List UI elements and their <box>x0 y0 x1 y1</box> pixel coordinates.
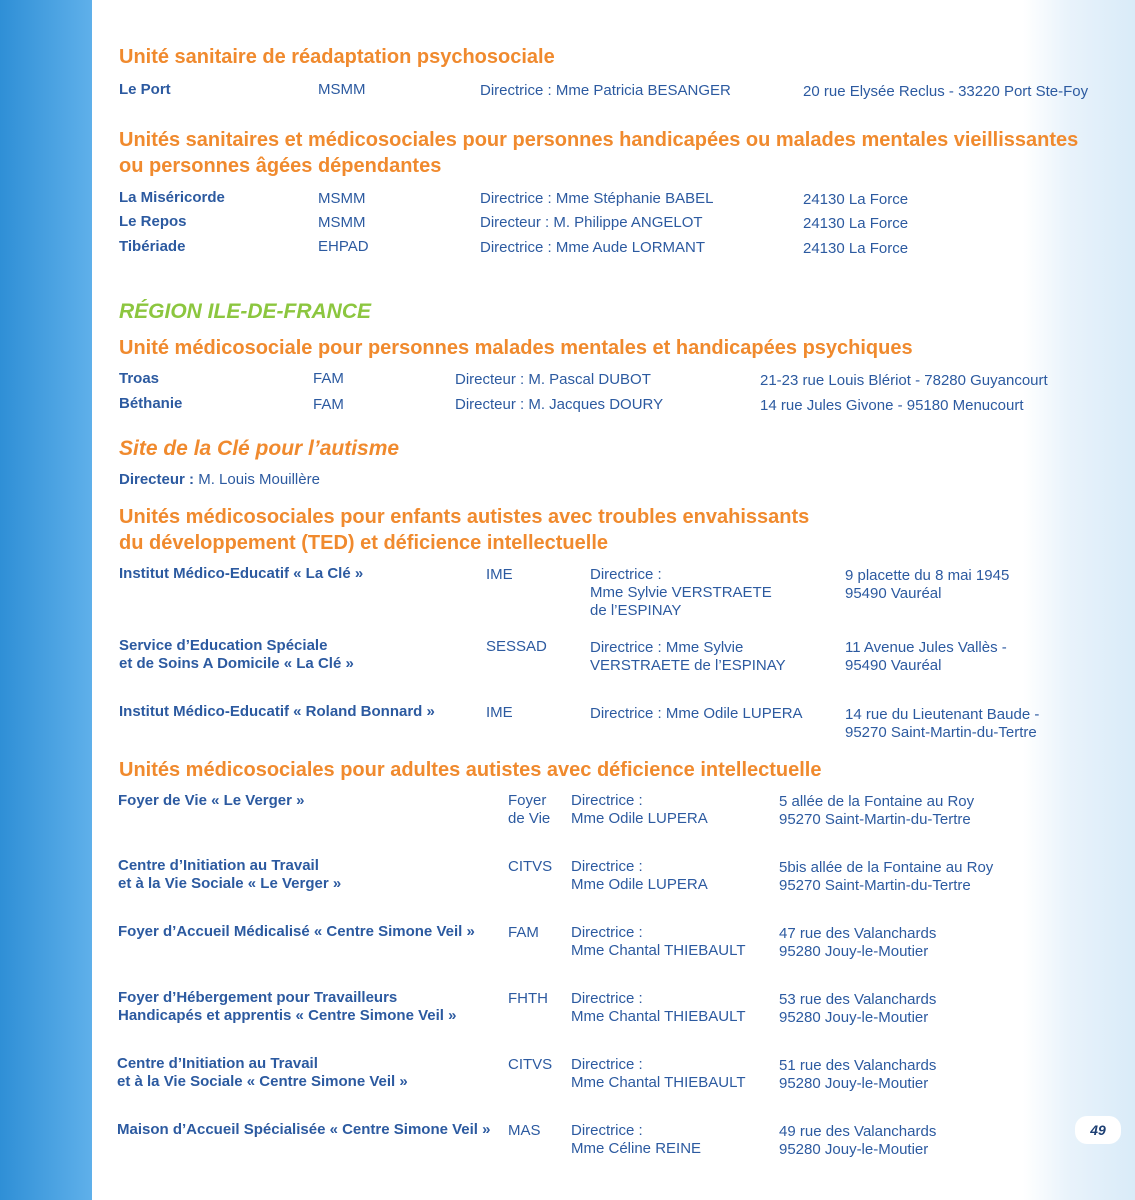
section-heading: Unités sanitaires et médicosociales pour personnes handicapées ou malades mentales vieillissantes <box>119 129 1079 151</box>
section-heading: Unités médicosociales pour enfants autistes avec troubles envahissants <box>119 506 810 528</box>
facility-director: de l’ESPINAY <box>590 602 682 619</box>
facility-director: Mme Chantal THIEBAULT <box>571 942 746 959</box>
facility-type: SESSAD <box>486 638 547 655</box>
facility-name: La Miséricorde <box>119 189 225 206</box>
section-heading: Unités médicosociales pour adultes autistes avec déficience intellectuelle <box>119 759 822 781</box>
facility-address: 51 rue des Valanchards <box>779 1057 937 1074</box>
section-heading: du développement (TED) et déficience intellectuelle <box>119 532 608 554</box>
facility-address: 95280 Jouy-le-Moutier <box>779 943 929 960</box>
facility-director: Mme Odile LUPERA <box>571 876 708 893</box>
facility-address: 95270 Saint-Martin-du-Tertre <box>779 811 971 828</box>
facility-director: Mme Céline REINE <box>571 1140 702 1157</box>
facility-type: FAM <box>313 370 344 387</box>
facility-address: 5bis allée de la Fontaine au Roy <box>779 859 994 876</box>
facility-type: EHPAD <box>318 238 369 255</box>
facility-type: FAM <box>313 396 344 413</box>
page-number: 49 <box>1075 1116 1121 1144</box>
site-director-name: M. Louis Mouillère <box>198 471 320 488</box>
facility-name: Foyer d’Accueil Médicalisé « Centre Simone Veil » <box>118 923 475 940</box>
facility-director: Directrice : <box>571 858 643 875</box>
section-heading: Unité sanitaire de réadaptation psychosociale <box>119 46 555 68</box>
facility-name: Foyer de Vie « Le Verger » <box>118 792 305 809</box>
facility-address: 11 Avenue Jules Vallès - <box>845 639 1007 656</box>
facility-address: 49 rue des Valanchards <box>779 1123 937 1140</box>
section-heading: Unité médicosociale pour personnes malades mentales et handicapées psychiques <box>119 337 913 359</box>
facility-address: 95490 Vauréal <box>845 657 942 674</box>
facility-address: 95280 Jouy-le-Moutier <box>779 1009 929 1026</box>
facility-address: 95490 Vauréal <box>845 585 942 602</box>
facility-name: Troas <box>119 370 160 387</box>
facility-type: IME <box>486 566 513 583</box>
facility-type: Foyer <box>508 792 547 809</box>
facility-type: MSMM <box>318 190 366 207</box>
facility-name: Centre d’Initiation au Travail <box>117 1055 318 1072</box>
facility-name: Le Repos <box>119 213 187 230</box>
facility-director: Directeur : M. Jacques DOURY <box>455 396 664 413</box>
facility-address: 95270 Saint-Martin-du-Tertre <box>845 724 1037 741</box>
region-title: RÉGION ILE-DE-FRANCE <box>119 300 371 323</box>
facility-director: Directrice : Mme Sylvie <box>590 639 744 656</box>
facility-address: 47 rue des Valanchards <box>779 925 937 942</box>
site-director-label: Directeur : <box>119 471 195 488</box>
facility-type: MAS <box>508 1122 541 1139</box>
facility-name: Handicapés et apprentis « Centre Simone Veil » <box>118 1007 457 1024</box>
facility-director: Mme Sylvie VERSTRAETE <box>590 584 772 601</box>
facility-type: FHTH <box>508 990 548 1007</box>
facility-director: Directrice : <box>571 1056 643 1073</box>
facility-name: Institut Médico-Educatif « La Clé » <box>119 565 364 582</box>
facility-name: Maison d’Accueil Spécialisée « Centre Simone Veil » <box>117 1121 491 1138</box>
facility-name: Centre d’Initiation au Travail <box>118 857 319 874</box>
facility-address: 24130 La Force <box>803 215 909 232</box>
facility-address: 95270 Saint-Martin-du-Tertre <box>779 877 971 894</box>
facility-type: de Vie <box>508 810 551 827</box>
facility-address: 95280 Jouy-le-Moutier <box>779 1141 929 1158</box>
facility-director: Directrice : Mme Odile LUPERA <box>590 705 803 722</box>
facility-address: 53 rue des Valanchards <box>779 991 937 1008</box>
facility-director: Directrice : <box>571 924 643 941</box>
facility-address: 9 placette du 8 mai 1945 <box>845 567 1010 584</box>
facility-type: FAM <box>508 924 539 941</box>
facility-address: 14 rue du Lieutenant Baude - <box>845 706 1040 723</box>
facility-type: CITVS <box>508 858 553 875</box>
facility-director: Directeur : M. Philippe ANGELOT <box>480 214 703 231</box>
facility-address: 20 rue Elysée Reclus - 33220 Port Ste-Foy <box>803 83 1089 100</box>
facility-director: Directrice : <box>571 990 643 1007</box>
facility-type: IME <box>486 704 513 721</box>
facility-name: et à la Vie Sociale « Centre Simone Veil » <box>117 1073 408 1090</box>
facility-address: 21-23 rue Louis Blériot - 78280 Guyancourt <box>760 372 1048 389</box>
facility-director: Directrice : <box>590 566 662 583</box>
facility-address: 24130 La Force <box>803 240 909 257</box>
facility-director: Directeur : M. Pascal DUBOT <box>455 371 651 388</box>
facility-type: MSMM <box>318 81 366 98</box>
facility-director: Directrice : Mme Aude LORMANT <box>480 239 706 256</box>
facility-name: Le Port <box>119 81 171 98</box>
facility-director: Directrice : Mme Patricia BESANGER <box>480 82 731 99</box>
facility-director: VERSTRAETE de l’ESPINAY <box>590 657 786 674</box>
site-director <box>119 471 320 489</box>
facility-name: Tibériade <box>119 238 186 255</box>
facility-type: MSMM <box>318 214 366 231</box>
facility-address: 95280 Jouy-le-Moutier <box>779 1075 929 1092</box>
facility-type: CITVS <box>508 1056 553 1073</box>
facility-director: Mme Chantal THIEBAULT <box>571 1074 746 1091</box>
section-heading: ou personnes âgées dépendantes <box>119 155 442 177</box>
facility-address: 14 rue Jules Givone - 95180 Menucourt <box>760 397 1024 414</box>
facility-name: et de Soins A Domicile « La Clé » <box>119 655 354 672</box>
facility-name: Béthanie <box>119 395 183 412</box>
site-title: Site de la Clé pour l’autisme <box>119 437 400 460</box>
facility-address: 5 allée de la Fontaine au Roy <box>779 793 975 810</box>
facility-director: Directrice : <box>571 792 643 809</box>
facility-director: Mme Chantal THIEBAULT <box>571 1008 746 1025</box>
facility-name: et à la Vie Sociale « Le Verger » <box>118 875 342 892</box>
facility-name: Service d’Education Spéciale <box>119 637 328 654</box>
facility-director: Mme Odile LUPERA <box>571 810 708 827</box>
facility-director: Directrice : <box>571 1122 643 1139</box>
facility-name: Institut Médico-Educatif « Roland Bonnard » <box>119 703 435 720</box>
facility-name: Foyer d’Hébergement pour Travailleurs <box>118 989 398 1006</box>
facility-address: 24130 La Force <box>803 191 909 208</box>
facility-director: Directrice : Mme Stéphanie BABEL <box>480 190 714 207</box>
